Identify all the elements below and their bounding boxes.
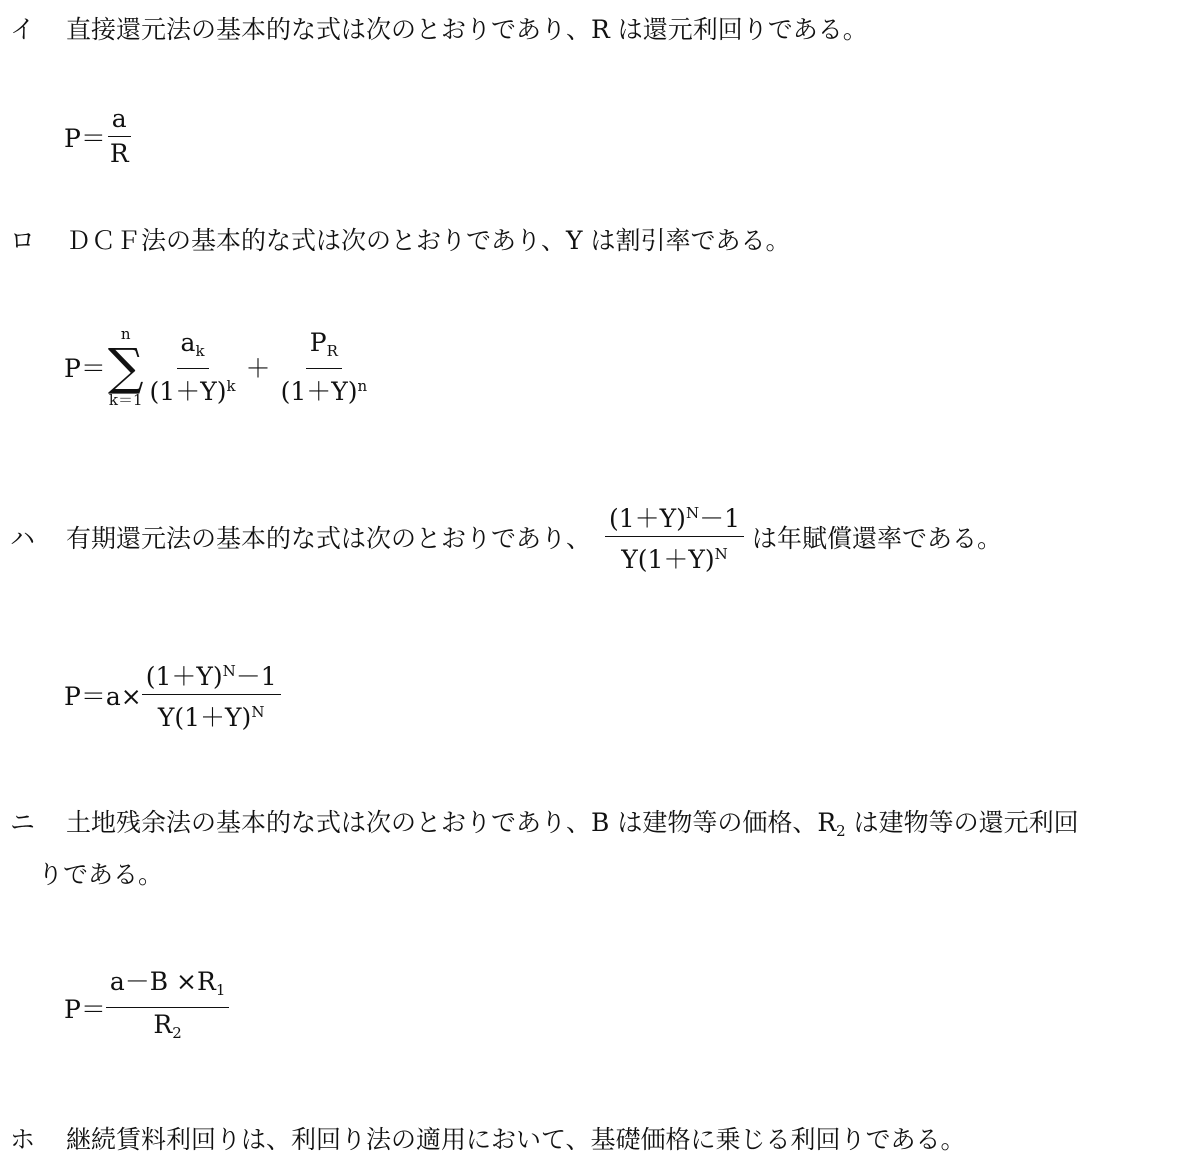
- den-superscript: k: [226, 376, 236, 395]
- den-base: Y(1＋Y): [157, 703, 252, 732]
- item-ha-text-after: は年賦償還率である。: [751, 523, 1002, 553]
- item-ho-marker: ホ: [10, 1125, 36, 1154]
- formula-lhs: P＝: [64, 994, 106, 1024]
- denominator: [617, 537, 732, 575]
- denominator: R: [109, 139, 129, 168]
- denominator: [149, 1008, 185, 1048]
- item-i-text: 直接還元法の基本的な式は次のとおりであり、R は還元利回りである。: [66, 15, 868, 44]
- item-ho-statement: [10, 1125, 966, 1155]
- num-tail: －1: [699, 504, 740, 533]
- sum-symbol: ∑: [107, 338, 144, 396]
- item-ni-statement: [10, 808, 1079, 846]
- item-ro-formula: [64, 326, 371, 408]
- numerator: a: [108, 104, 131, 137]
- den-superscript: N: [251, 703, 265, 721]
- numerator: [177, 328, 209, 369]
- item-ni-text-a: 土地残余法の基本的な式は次のとおりであり、B は建物等の価格、R: [66, 808, 837, 837]
- formula-lhs: P＝: [64, 123, 106, 153]
- denominator: [146, 369, 240, 407]
- item-ha-statement: [10, 498, 1002, 575]
- item-ro-statement: [10, 226, 790, 256]
- item-ha-text-before: 有期還元法の基本的な式は次のとおりであり、: [66, 523, 592, 553]
- numerator: [106, 967, 230, 1008]
- inline-fraction: [605, 498, 744, 575]
- den-base: (1＋Y): [149, 376, 227, 406]
- formula-lhs: P＝a×: [64, 681, 142, 711]
- sum-lower-limit: k＝1: [108, 391, 143, 409]
- num-base: a: [180, 327, 196, 357]
- item-ro-text: ＤＣＦ法の基本的な式は次のとおりであり、Y は割引率である。: [66, 226, 791, 255]
- numerator: [306, 328, 342, 369]
- fraction-term-2: [277, 328, 372, 407]
- item-i-formula: [64, 104, 133, 169]
- den-subscript: 2: [172, 1024, 182, 1042]
- num-superscript: N: [685, 504, 700, 522]
- item-ni-continuation: りである。: [38, 860, 164, 889]
- num-superscript: N: [222, 662, 236, 680]
- item-ni-text-b: は建物等の還元利回: [845, 808, 1079, 837]
- item-i-marker: イ: [10, 15, 36, 44]
- num-tail: －1: [235, 662, 277, 691]
- den-base: R: [153, 1010, 173, 1039]
- den-superscript: n: [357, 376, 368, 395]
- item-i-statement: [10, 15, 868, 45]
- num-subscript: 1: [215, 981, 226, 999]
- formula-lhs: P＝: [64, 354, 106, 383]
- fraction: [142, 656, 281, 733]
- denominator: [277, 369, 372, 407]
- numerator: [142, 656, 281, 695]
- item-ni-formula: [64, 967, 229, 1048]
- num-subscript: R: [326, 341, 338, 360]
- sum-upper-limit: n: [120, 325, 131, 343]
- item-ni-marker: ニ: [10, 808, 36, 837]
- item-ho-text: 継続賃料利回りは、利回り法の適用において、基礎価格に乗じる利回りである。: [66, 1125, 966, 1154]
- num-base: (1＋Y): [145, 662, 223, 691]
- item-ha-formula: [64, 656, 281, 733]
- fraction-term-1: [146, 328, 240, 407]
- num-base: P: [309, 327, 327, 357]
- numerator: [605, 498, 744, 537]
- num-base: (1＋Y): [609, 504, 686, 533]
- item-ro-marker: ロ: [10, 226, 36, 255]
- item-ni-text-sub: 2: [836, 822, 846, 840]
- den-base: Y(1＋Y): [621, 545, 715, 574]
- den-superscript: N: [714, 545, 728, 563]
- item-ha-marker: ハ: [10, 523, 36, 553]
- plus-sign: ＋: [245, 354, 271, 383]
- denominator: [154, 695, 269, 733]
- fraction: [106, 104, 133, 169]
- summation: [108, 326, 144, 408]
- den-base: (1＋Y): [280, 376, 358, 406]
- num-base: a－B ×R: [109, 967, 216, 996]
- num-subscript: k: [195, 341, 205, 360]
- fraction: [106, 967, 230, 1048]
